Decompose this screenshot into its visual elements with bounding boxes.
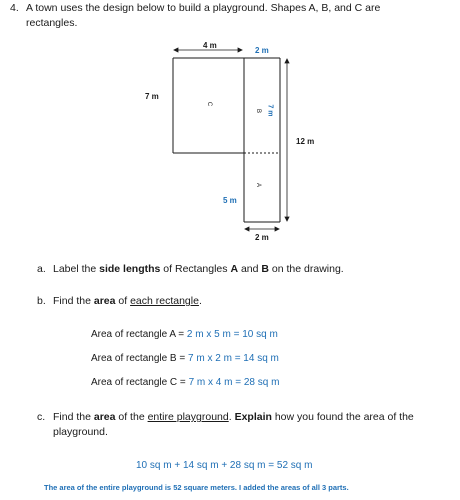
question-number: 4. xyxy=(10,2,19,14)
part-b-letter: b. xyxy=(37,295,46,307)
part-c-post: how you found the area of the xyxy=(271,411,414,423)
total-equation: 10 sq m + 14 sq m + 28 sq m = 52 sq m xyxy=(136,460,313,471)
area-line-b-label: Area of rectangle B = xyxy=(91,353,189,364)
part-c-mid2: . xyxy=(228,411,235,423)
part-a-text xyxy=(53,262,344,277)
part-a-post: on the drawing. xyxy=(268,263,344,275)
shape-b-letter: B xyxy=(255,108,262,114)
part-c-bold-explain: Explain xyxy=(234,411,272,423)
top-arrow-left-head xyxy=(174,48,178,52)
part-c-underlined: entire playground xyxy=(147,411,229,423)
right-arrow-bottom-head xyxy=(285,217,289,221)
part-a-letter: a. xyxy=(37,263,46,275)
label-bottom-2m: 2 m xyxy=(255,233,269,242)
label-top-2m: 2 m xyxy=(255,46,269,55)
part-b-mid: of xyxy=(115,295,131,307)
part-b-text xyxy=(53,294,202,309)
total-explanation: The area of the entire playground is 52 square meters. I added the areas of all 3 parts. xyxy=(44,483,349,492)
shape-a-letter: A xyxy=(255,182,262,188)
part-c-mid1: of the xyxy=(115,411,148,423)
shape-b-height-label: 7 m xyxy=(266,104,274,117)
question-text-line1: A town uses the design below to build a playground. Shapes A, B, and C are xyxy=(26,2,381,14)
part-a-bold-side-lengths: side lengths xyxy=(99,263,161,275)
area-line-b-answer: 7 m x 2 m = 14 sq m xyxy=(188,353,279,364)
part-b-post: . xyxy=(198,295,202,307)
area-line-c-answer: 7 m x 4 m = 28 sq m xyxy=(188,377,280,388)
right-arrow-top-head xyxy=(285,59,289,63)
part-a-pre: Label the xyxy=(53,263,100,275)
shape-c-letter: C xyxy=(206,101,213,107)
label-left-7m: 7 m xyxy=(145,92,159,101)
part-a-mid: of Rectangles xyxy=(160,263,231,275)
area-line-a xyxy=(91,329,278,340)
area-line-c xyxy=(91,377,279,388)
part-a-bold-b: B xyxy=(261,263,269,275)
label-right-12m: 12 m xyxy=(296,137,315,146)
question-text-line2: rectangles. xyxy=(26,17,78,29)
part-a-bold-a: A xyxy=(230,263,239,275)
bottom-arrow-left-head xyxy=(245,227,249,231)
area-line-b xyxy=(91,353,279,364)
part-c-pre: Find the xyxy=(53,411,94,423)
part-b-underlined: each rectangle xyxy=(130,295,199,307)
top-arrow-right-head xyxy=(238,48,242,52)
part-a-and: and xyxy=(238,263,262,275)
part-c-text-line1 xyxy=(53,410,414,425)
part-b-bold-area: area xyxy=(93,295,116,307)
label-bottom-5m: 5 m xyxy=(223,196,237,205)
part-c-bold-area: area xyxy=(93,411,116,423)
area-line-c-label: Area of rectangle C = xyxy=(91,377,189,388)
part-c-letter: c. xyxy=(37,411,46,423)
bottom-arrow-right-head xyxy=(275,227,279,231)
part-c-text-line2: playground. xyxy=(53,426,108,438)
label-top-4m: 4 m xyxy=(203,41,217,50)
area-line-a-answer: 2 m x 5 m = 10 sq m xyxy=(186,329,278,340)
part-b-pre: Find the xyxy=(53,295,94,307)
area-line-a-label: Area of rectangle A = xyxy=(91,329,187,340)
